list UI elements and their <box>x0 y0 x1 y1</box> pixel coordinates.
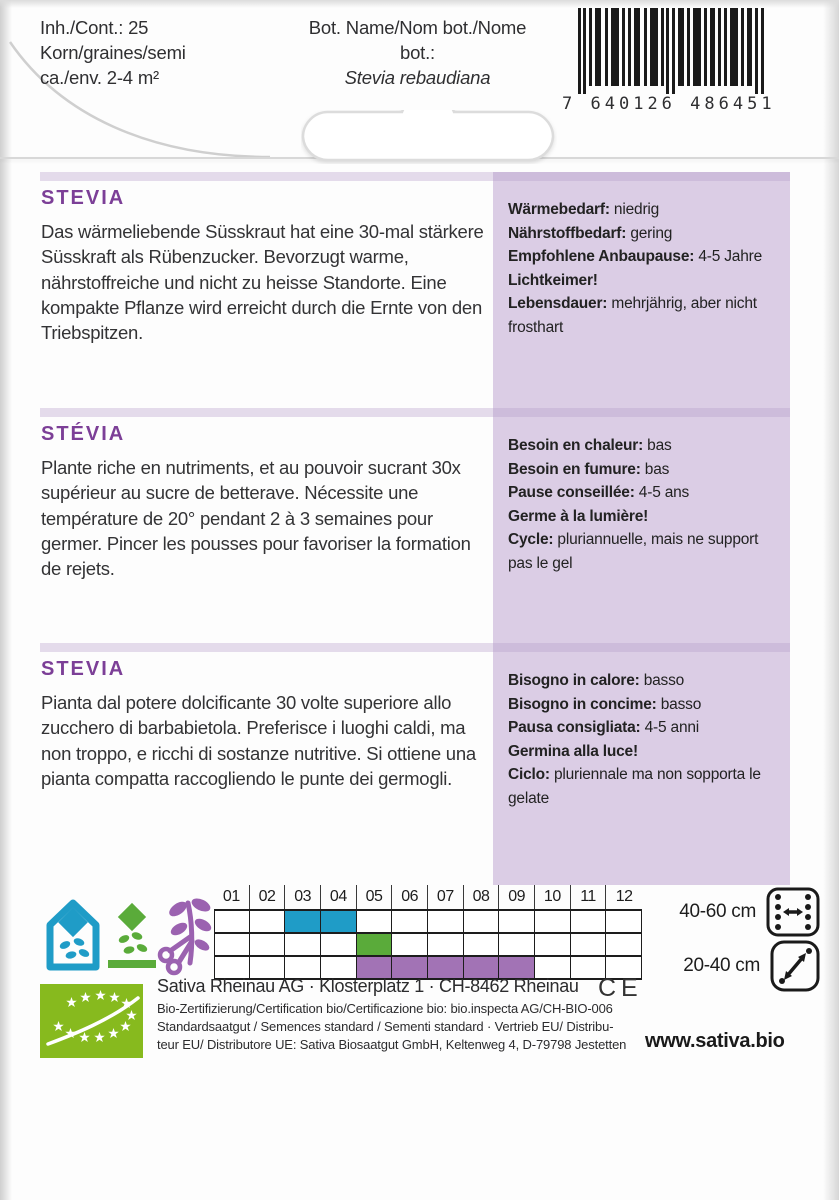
calendar-month-label: 07 <box>428 885 464 909</box>
botanical-name-block <box>295 16 540 90</box>
harvest-cut-icon <box>160 896 213 973</box>
calendar-cell <box>535 934 571 955</box>
calendar-month-label: 12 <box>615 888 633 905</box>
calendar-cell <box>392 934 428 955</box>
info-line: Germe à la lumière! <box>508 507 649 525</box>
calendar-row-harvest <box>214 957 642 978</box>
calendar-month-label: 10 <box>535 885 571 909</box>
info-line: Lichtkeimer! <box>508 271 598 289</box>
plant-spacing <box>650 940 820 992</box>
info-line: Pausa consigliata: 4-5 anni <box>508 719 700 737</box>
info-line: Empfohlene Anbaupause: 4-5 Jahre <box>508 248 763 266</box>
barcode <box>562 8 777 120</box>
calendar-cell <box>535 911 571 932</box>
calendar-months <box>214 885 642 909</box>
calendar-cell <box>571 934 607 955</box>
calendar-cell <box>499 934 535 955</box>
standard-seed-line: Standardsaatgut / Semences standard / Sementi standard · Vertrieb EU/ Distribu- <box>157 1018 614 1034</box>
contents-line2: ca./env. 2-4 m² <box>40 66 160 88</box>
growing-info-list <box>508 434 780 575</box>
calendar-cell <box>571 911 607 932</box>
calendar-cell <box>250 911 286 932</box>
calendar-cell <box>606 911 642 932</box>
calendar-cell <box>250 934 286 955</box>
info-line: Nährstoffbedarf: gering <box>508 224 673 242</box>
calendar-cell <box>428 957 464 978</box>
section-divider-stripe <box>40 408 790 417</box>
calendar-cell <box>464 934 500 955</box>
barcode-group2: 486451 <box>690 94 776 114</box>
distributor-line: teur EU/ Distributore UE: Sativa Biosaatgut GmbH, Keltenweg 4, D-79798 Jestetten <box>157 1036 627 1052</box>
section-french <box>0 408 839 643</box>
calendar-cell <box>535 957 571 978</box>
section-divider-stripe <box>40 643 790 652</box>
section-italian <box>0 643 839 885</box>
info-line: Bisogno in concime: basso <box>508 695 702 713</box>
row-spacing <box>650 886 820 938</box>
growing-info-list <box>508 198 780 339</box>
calendar-cell <box>357 911 393 932</box>
calendar-cell <box>464 957 500 978</box>
sowing-calendar <box>214 885 642 980</box>
calendar-cell <box>357 934 393 955</box>
info-line: Bisogno in calore: basso <box>508 672 685 689</box>
section-title: STEVIA <box>41 658 126 680</box>
calendar-cell <box>321 957 357 978</box>
row-spacing-icon <box>766 887 820 937</box>
calendar-cell <box>464 911 500 932</box>
section-title: STEVIA <box>41 187 126 209</box>
calendar-cell <box>357 957 393 978</box>
info-line: Pause conseillée: 4-5 ans <box>508 484 690 502</box>
hang-tab-slot <box>301 110 557 164</box>
section-description: Plante riche en nutriments, et au pouvoir sucrant 30x supérieur au sucre de betterave. Nécessite une température de 20° pendant 2 à 3 semaines pour germer. Pincer les pousses pour favoriser la formation de rejets. <box>41 457 471 580</box>
plant-spacing-icon <box>770 940 820 992</box>
info-line: Wärmebedarf: niedrig <box>508 201 660 218</box>
section-title: STÉVIA <box>41 423 126 445</box>
calendar-cell <box>250 957 286 978</box>
spacing-info <box>650 886 820 994</box>
calendar-cell <box>392 911 428 932</box>
calendar-month-label: 05 <box>357 885 393 909</box>
info-line: Besoin en chaleur: bas <box>508 437 672 454</box>
barcode-digits <box>562 94 777 114</box>
calendar-cell <box>606 934 642 955</box>
calendar-cell <box>499 911 535 932</box>
calendar-month-label: 09 <box>499 885 535 909</box>
calendar-month-label: 08 <box>464 885 500 909</box>
calendar-cell <box>214 911 250 932</box>
eu-organic-logo <box>40 984 143 1058</box>
calendar-cell <box>428 911 464 932</box>
calendar-cell <box>285 911 321 932</box>
calendar-month-label: 02 <box>250 885 286 909</box>
calendar-month-label: 03 <box>285 885 321 909</box>
publisher-address: Sativa Rheinau AG · Klosterplatz 1 · CH-8462 Rheinau <box>157 976 579 996</box>
contents-quantity-label <box>40 16 290 90</box>
calendar-month-label: 01 <box>214 885 250 909</box>
certification-line: Bio-Zertifizierung/Certification bio/Certificazione bio: bio.inspecta AG/CH-BIO-006 <box>157 1001 613 1016</box>
calendar-cell <box>214 957 250 978</box>
section-german <box>0 172 839 408</box>
barcode-group1: 640126 <box>590 94 676 114</box>
direct-sow-icon <box>108 903 156 968</box>
calendar-cell <box>321 934 357 955</box>
info-line: Ciclo: pluriennale ma non sopporta le gelate <box>508 766 761 807</box>
ce-mark: CE <box>598 974 643 1002</box>
plant-spacing-label: 20-40 cm <box>683 955 760 976</box>
contents-line1: Inh./Cont.: 25 Korn/graines/semi <box>40 17 186 63</box>
barcode-bars <box>562 8 777 96</box>
barcode-lead-digit: 7 <box>562 94 577 114</box>
calendar-month-label: 11 <box>571 885 607 909</box>
info-line: Germina alla luce! <box>508 742 638 760</box>
botanical-name: Stevia rebaudiana <box>344 66 491 88</box>
calendar-cell <box>321 911 357 932</box>
info-line: Besoin en fumure: bas <box>508 460 670 478</box>
sowing-method-icons <box>40 893 215 978</box>
publisher-block <box>157 976 647 1054</box>
sow-under-glass-icon <box>50 903 96 967</box>
calendar-row-plant-out <box>214 934 642 957</box>
calendar-month-label: 06 <box>392 885 428 909</box>
calendar-cell <box>392 957 428 978</box>
calendar-cell <box>214 934 250 955</box>
calendar-rows <box>214 909 642 980</box>
botanical-name-label: Bot. Name/Nom bot./Nome bot.: <box>308 17 527 63</box>
calendar-month-label: 04 <box>321 885 357 909</box>
section-description: Das wärmeliebende Süsskraut hat eine 30-mal stärkere Süsskraft als Rübenzucker. Bevorzugt warme, nährstoffreiche und nicht zu heisse Standorte. Eine kompakte Pflanze wird erreicht durch die Ernte von den Triebspitzen. <box>41 221 484 344</box>
info-line: Cycle: pluriannuelle, mais ne support pas le gel <box>508 531 759 572</box>
section-divider-stripe <box>40 172 790 181</box>
growing-info-list <box>508 669 780 810</box>
row-spacing-label: 40-60 cm <box>679 901 756 922</box>
calendar-cell <box>285 934 321 955</box>
calendar-row-sow-under-glass <box>214 911 642 934</box>
calendar-cell <box>285 957 321 978</box>
info-line: Lebensdauer: mehrjährig, aber nicht frosthart <box>508 295 757 336</box>
website-url: www.sativa.bio <box>645 1030 785 1052</box>
section-description: Pianta dal potere dolcificante 30 volte superiore allo zucchero di barbabietola. Preferisce i luoghi caldi, ma non troppo, e ricchi di sostanze nutritive. Si ottiene una pianta compatta raccogliendo le punte dei germogli. <box>41 692 476 790</box>
certification-lines <box>157 1000 647 1054</box>
calendar-cell <box>499 957 535 978</box>
calendar-cell <box>428 934 464 955</box>
